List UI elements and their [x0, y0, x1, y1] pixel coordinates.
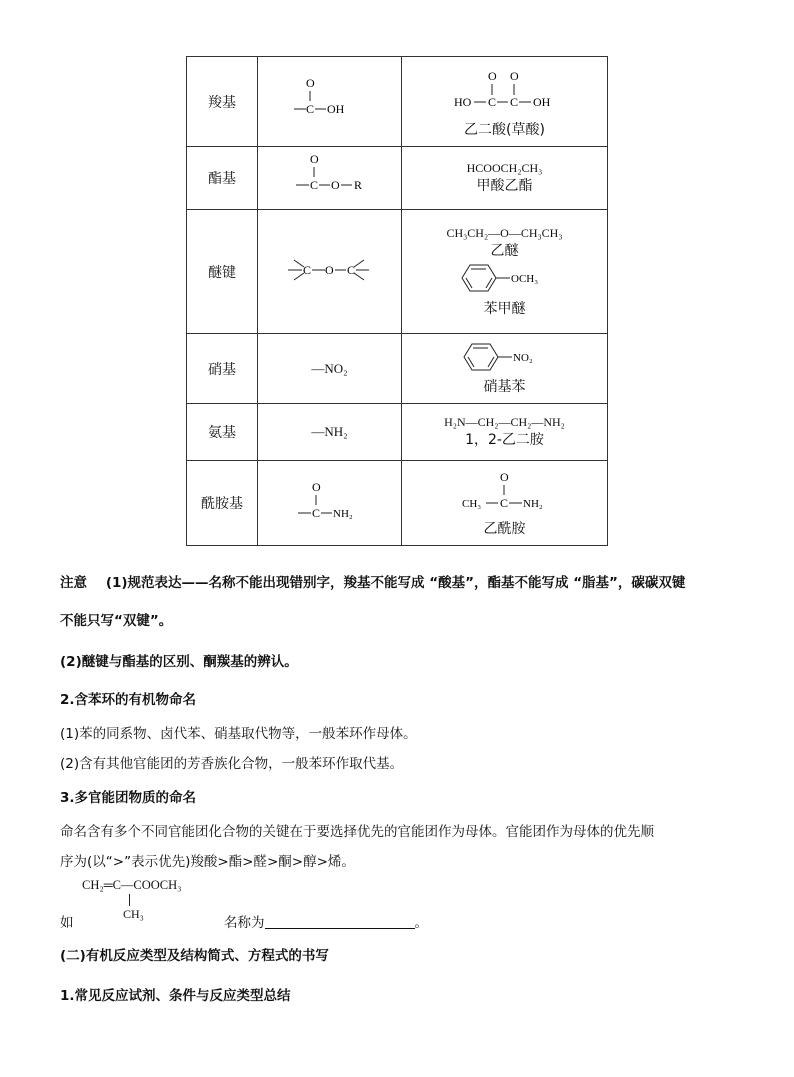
ether-structure-svg [258, 240, 401, 300]
section-2-item-2: (2)含有其他官能团的芳香族化合物，一般苯环作取代基。 [60, 756, 404, 772]
struct-r: R [354, 178, 363, 192]
compound-cell [402, 461, 608, 546]
section-2-heading: 2.含苯环的有机物命名 [60, 692, 197, 708]
ester-structure-svg [258, 147, 401, 205]
group-name-cell: 酯基 [187, 147, 258, 210]
struct-c: C [488, 94, 497, 109]
section-3-heading: 3.多官能团物质的命名 [60, 790, 197, 806]
carboxyl-structure-svg [258, 57, 401, 142]
struct-och3: OCH₃ [511, 272, 539, 285]
acetamide-structure-svg [402, 467, 607, 515]
compound-name: 乙酰胺 [483, 521, 526, 537]
section-4-heading: (二)有机反应类型及结构简式、方程式的书写 [60, 948, 329, 964]
struct-c: C [510, 94, 519, 109]
struct-c: C [310, 178, 319, 192]
compound-name: 乙醚 [490, 242, 519, 259]
group-name-cell: 酰胺基 [187, 461, 258, 546]
compound-formula: CH₃CH₂—O—CH₃CH₃ [446, 225, 563, 240]
struct-c: C [500, 496, 509, 510]
section-3-text-2: 序为(以“>”表示优先)羧酸>酯>醛>酮>醇>烯。 [60, 854, 355, 870]
nitrobenzene-structure-svg [402, 341, 607, 373]
compound-formula: H₂N—CH₂—CH₂—NH₂ [444, 415, 565, 429]
table-row [187, 210, 608, 334]
compound-name: 苯甲醚 [483, 300, 526, 317]
compound-name: 乙二酸(草酸) [464, 121, 545, 138]
compound-name: 硝基苯 [483, 378, 526, 395]
group-name-cell: 硝基 [187, 334, 258, 404]
struct-no2: NO₂ [513, 351, 533, 364]
example-suffix: 名称为 [224, 915, 265, 931]
struct-c: C [347, 262, 356, 277]
group-formula: —NO₂ [258, 334, 402, 404]
compound-cell [402, 147, 608, 210]
ester-structure [258, 147, 402, 210]
compound-cell [402, 210, 608, 334]
struct-o: O [510, 68, 519, 83]
struct-c: C [306, 102, 315, 116]
section-4-sub-1: 1.常见反应试剂、条件与反应类型总结 [60, 988, 291, 1004]
note-line-3: (2)醚键与酯基的区别、酮羰基的辨认。 [60, 654, 298, 670]
struct-o: O [331, 178, 340, 192]
example-formula-bottom: CH₃ [123, 907, 144, 921]
compound-name: 甲酸乙酯 [476, 178, 533, 194]
struct-ch3: CH₃ [462, 498, 482, 510]
anisole-structure-svg [402, 261, 607, 295]
table-row [187, 147, 608, 210]
struct-nh2: NH₂ [523, 498, 543, 510]
struct-c: C [303, 262, 312, 277]
struct-o: O [312, 480, 321, 494]
table-row [187, 57, 608, 147]
ether-structure [258, 210, 402, 334]
formula-bond [129, 894, 130, 906]
table-row [187, 404, 608, 461]
compound-name: 1，2-乙二胺 [465, 432, 544, 448]
section-3-text-1: 命名含有多个不同官能团化合物的关键在于要选择优先的官能团作为母体。官能团作为母体的优先顺 [60, 824, 654, 840]
struct-c: C [312, 506, 321, 520]
example-answer-line [224, 911, 428, 931]
struct-o: O [306, 76, 315, 90]
compound-cell [402, 57, 608, 147]
amide-structure-svg [258, 471, 401, 531]
oxalic-acid-structure-svg [402, 64, 607, 116]
struct-nh2: NH₂ [333, 508, 353, 520]
carboxyl-structure [258, 57, 402, 147]
struct-ho: HO [454, 94, 472, 109]
example-prefix: 如 [60, 915, 74, 931]
note-label: 注意 [60, 575, 87, 591]
compound-cell [402, 334, 608, 404]
compound-cell [402, 404, 608, 461]
struct-o: O [310, 152, 319, 166]
answer-blank[interactable] [265, 914, 415, 929]
functional-group-table [186, 56, 608, 546]
table-row [187, 461, 608, 546]
table-row [187, 334, 608, 404]
note-line-2: 不能只写“双键”。 [60, 613, 173, 629]
struct-oh: OH [533, 94, 551, 109]
group-formula: —NH₂ [258, 404, 402, 461]
note-line-1 [60, 571, 685, 591]
section-2-item-1: (1)苯的同系物、卤代苯、硝基取代物等，一般苯环作母体。 [60, 726, 417, 742]
example-formula-top: CH₂═C—COOCH₃ [82, 878, 182, 892]
struct-oh: OH [327, 102, 345, 116]
struct-o: O [488, 68, 497, 83]
group-name-cell: 羧基 [187, 57, 258, 147]
group-name-cell: 氨基 [187, 404, 258, 461]
amide-structure [258, 461, 402, 546]
note-text: (1)规范表达——名称不能出现错别字，羧基不能写成 “酸基”，酯基不能写成 “脂基”，碳碳双键 [105, 575, 686, 591]
struct-o: O [500, 470, 509, 484]
struct-o: O [325, 262, 334, 277]
compound-formula: HCOOCH₂CH₃ [466, 161, 543, 175]
group-name-cell: 醚键 [187, 210, 258, 334]
example-end: 。 [414, 915, 428, 931]
